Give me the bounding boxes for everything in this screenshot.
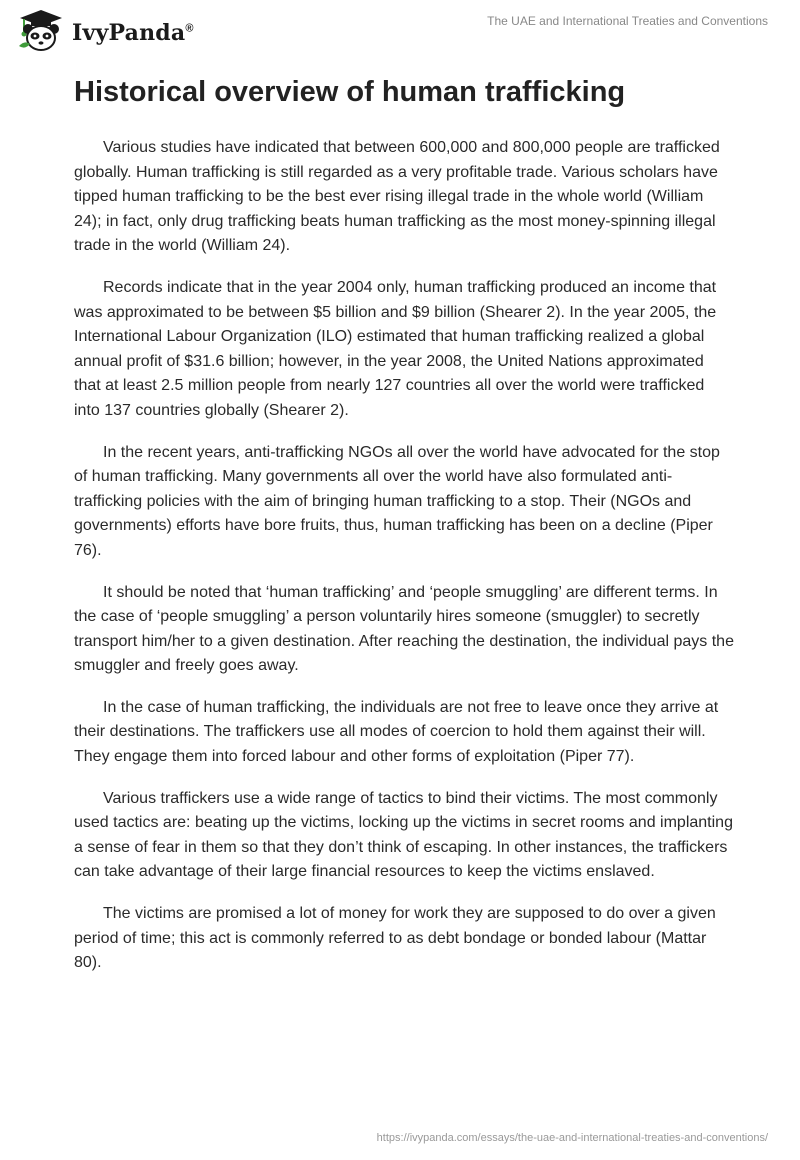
paragraph-6: Various traffickers use a wide range of tactics to bind their victims. The most commonly used tactics are: beating up the victims, locking up the victims in secret rooms and implanting a sense of fear in them so that they don’t think of escaping. In other instances, the traffickers can take advantage of their large financial resources to keep the victims enslaved. [74,789,733,881]
paragraph-1: Various studies have indicated that between 600,000 and 800,000 people are trafficked globally. Human trafficking is still regarded as a very profitable trade. Various scholars have tipped human trafficking to be the best ever rising illegal trade in the whole world (William 24); in fact, only drug trafficking beats human trafficking as the most money-spinning illegal trade in the world (William 24). [74,139,720,255]
ivypanda-logo[interactable] [16,8,194,54]
brand-name: IvyPanda® [72,20,194,46]
running-title: The UAE and International Treaties and Conventions [487,14,768,28]
paragraph-5: In the case of human trafficking, the individuals are not free to leave once they arrive at their destinations. The traffickers use all modes of coercion to hold them against their will. They engage them into forced labour and other forms of exploitation (Piper 77). [74,698,719,766]
source-url[interactable]: https://ivypanda.com/essays/the-uae-and-international-treaties-and-conventions/ [376,1132,768,1144]
paragraph-2: Records indicate that in the year 2004 only, human trafficking produced an income that was approximated to be between $5 billion and $9 billion (Shearer 2). In the year 2005, the International Labour Organization (ILO) estimated that human trafficking realized a global annual profit of $31.6 billion; however, in the year 2008, the United Nations approximated that at least 2.5 million people from nearly 127 countries all over the world were trafficked into 137 countries globally (Shearer 2). [74,278,717,419]
paragraph-4: It should be noted that ‘human trafficking’ and ‘people smuggling’ are different terms. In the case of ‘people smuggling’ a person voluntarily hires someone (smuggler) to secretly transport him/her to a given destination. After reaching the destination, the individual pays the smuggler and freely goes away. [74,583,734,675]
article-body [74,72,734,993]
page-header [0,0,800,60]
paragraph-3: In the recent years, anti-trafficking NGOs all over the world have advocated for the stop of human trafficking. Many governments all over the world have also formulated anti-trafficking policies with the aim of bringing human trafficking to a stop. Their (NGOs and governments) efforts have bore fruits, thus, human trafficking has been on a decline (Piper 76). [74,443,720,559]
panda-graduation-cap-icon [16,8,66,54]
registered-mark: ® [185,22,194,35]
paragraph-7: The victims are promised a lot of money for work they are supposed to do over a given period of time; this act is commonly referred to as debt bondage or bonded labour (Mattar 80). [74,905,716,972]
section-heading: Historical overview of human trafficking [74,76,626,108]
